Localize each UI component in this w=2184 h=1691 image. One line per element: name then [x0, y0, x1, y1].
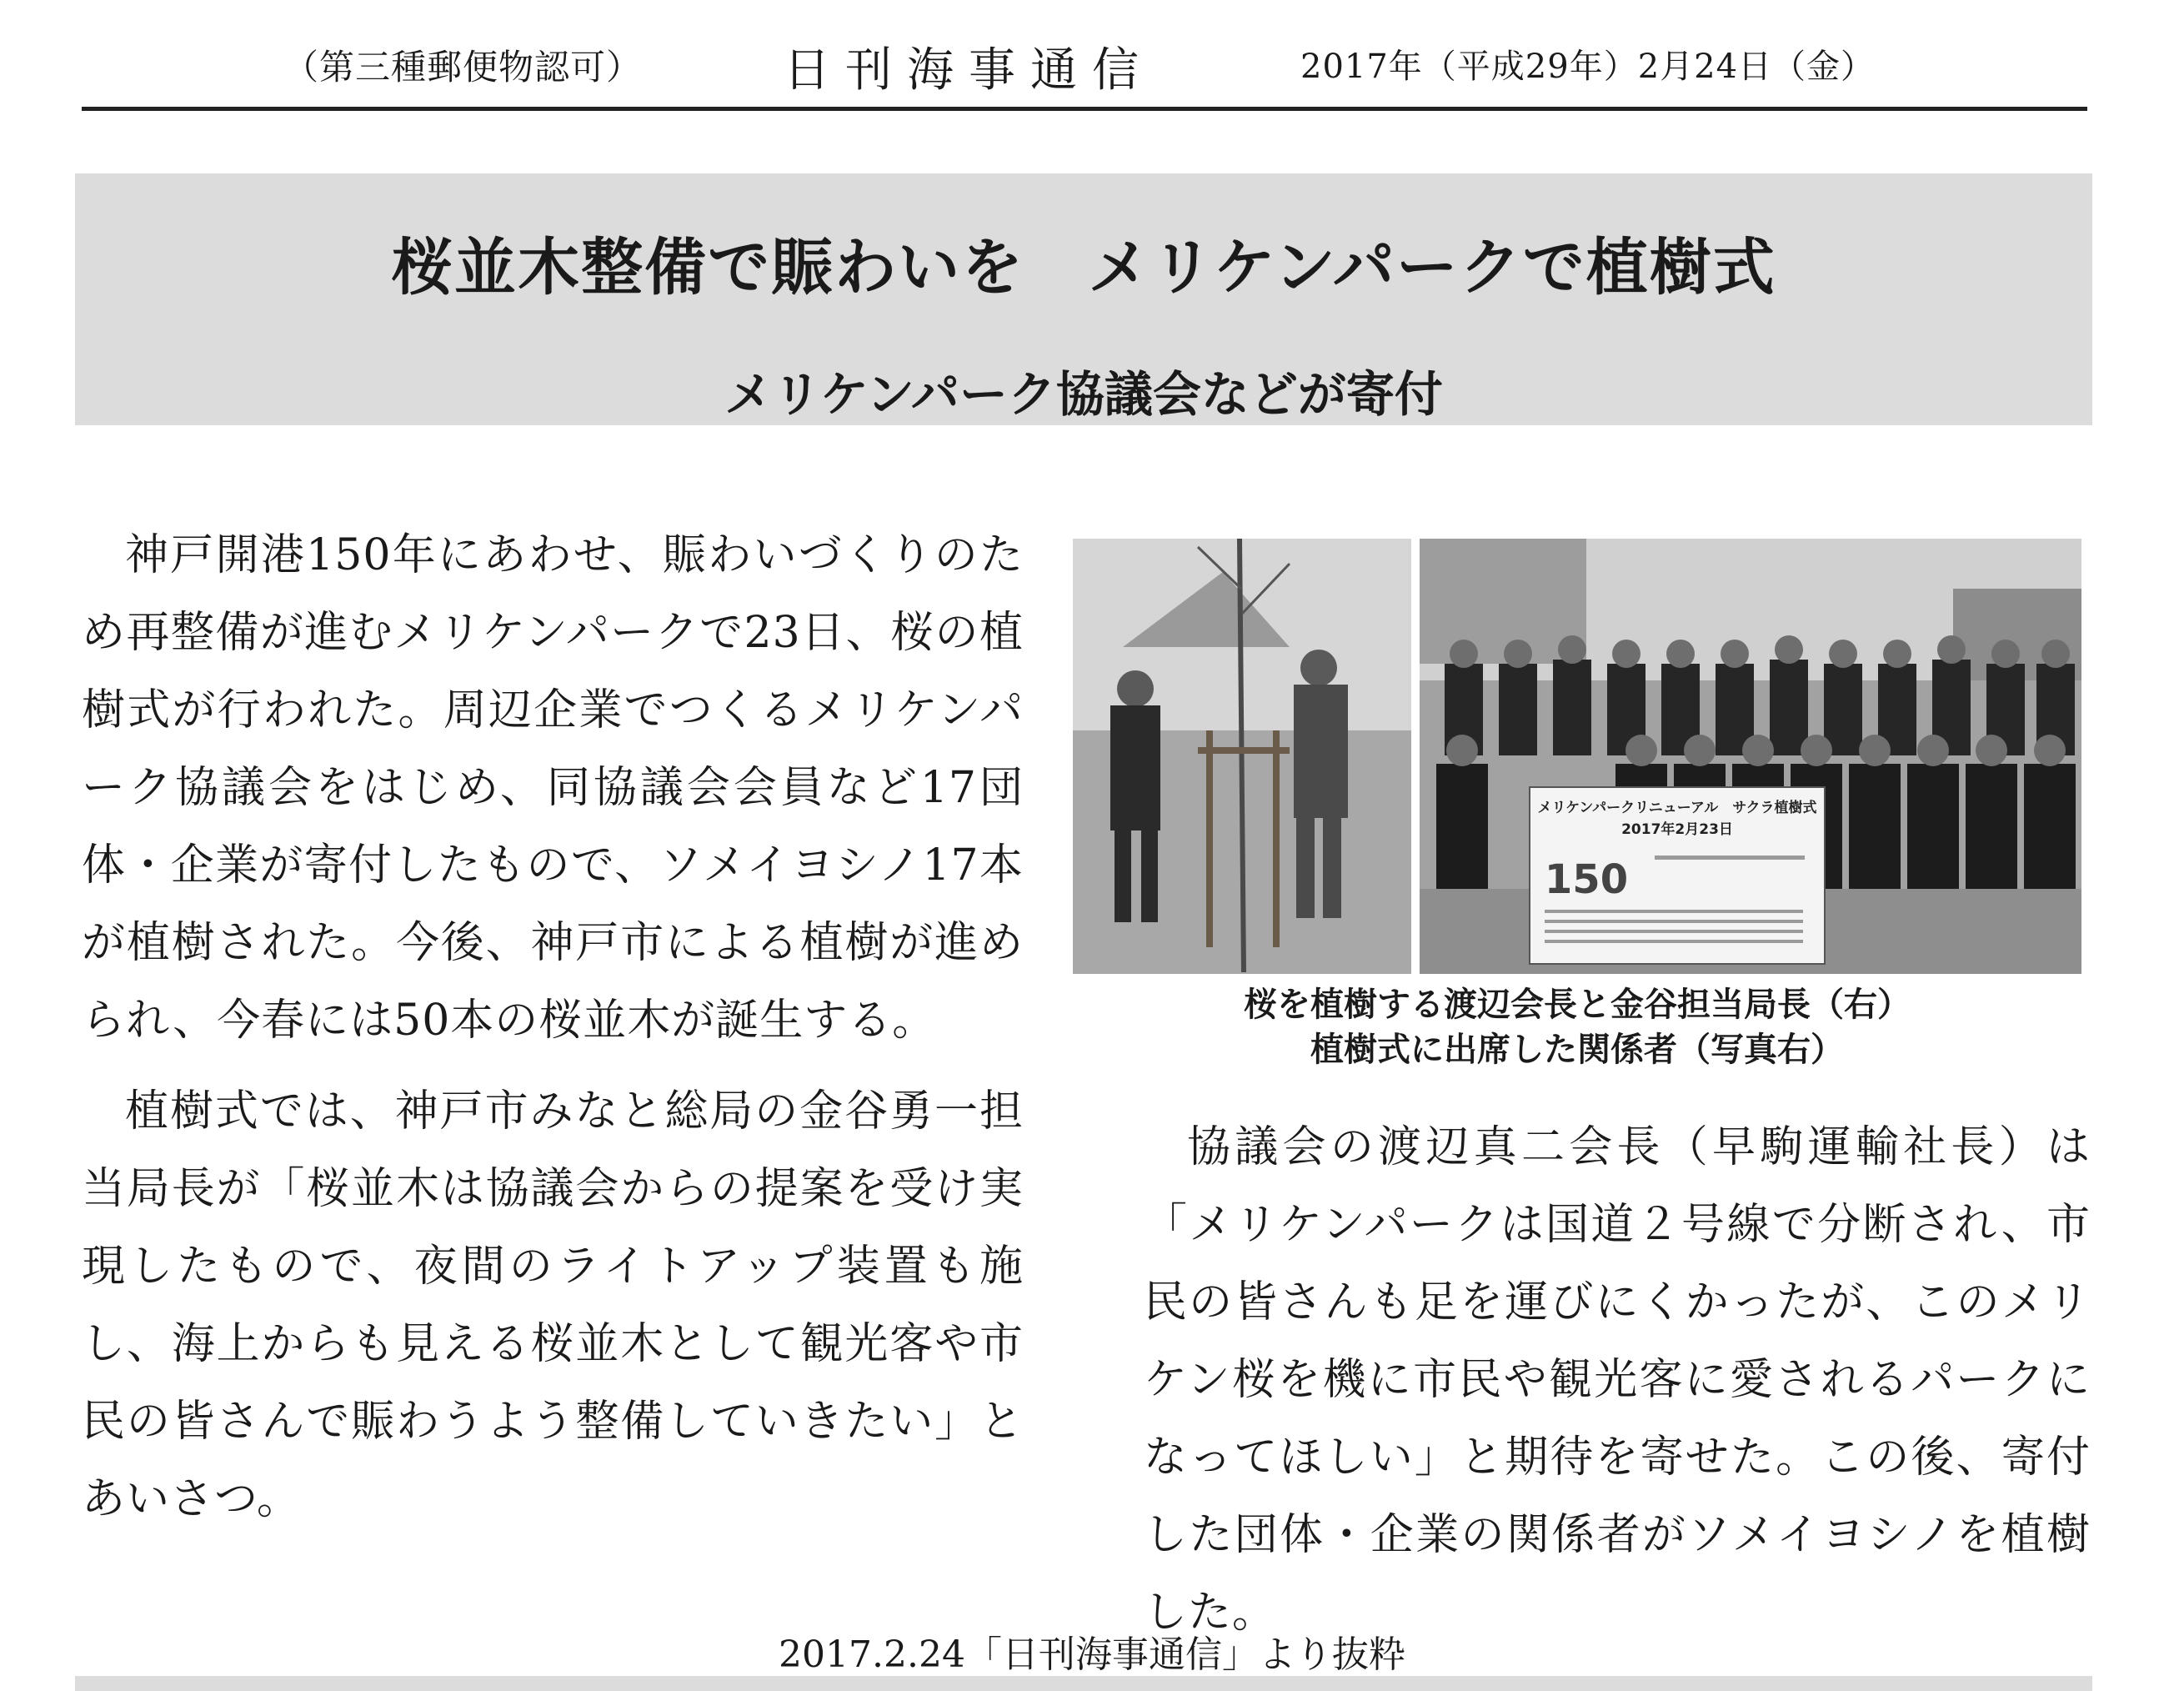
bottom-band	[75, 1676, 2092, 1691]
ceremony-signboard	[1530, 787, 1825, 964]
source-credit: 2017.2.24「日刊海事通信」より抜粋	[779, 1633, 1405, 1676]
caption-line-1: 桜を植樹する渡辺会長と金谷担当局長（右）	[1244, 986, 1911, 1024]
article-headline: 桜並木整備で賑わいを メリケンパークで植樹式	[391, 232, 1776, 304]
tree-planting-photo	[1073, 539, 1411, 974]
photo-pair	[1073, 539, 2081, 974]
article-subheadline: メリケンパーク協議会などが寄付	[724, 366, 1443, 423]
article-column-left	[82, 517, 1024, 1538]
caption-line-2: 植樹式に出席した関係者（写真右）	[1310, 1031, 1844, 1069]
photo-caption	[1073, 982, 2081, 1072]
issue-date: 2017年（平成29年）2月24日（金）	[1300, 48, 1876, 86]
body-paragraph-1: 神戸開港150年にあわせ、賑わいづくりのため再整備が進むメリケンパークで23日、桜の植樹式が行われた。周辺企業でつくるメリケンパーク協議会をはじめ、同協議会会員など17団体・企業が寄付したもので、ソメイヨシノ17本が植樹された。今後、神戸市による植樹が進められ、今春には50本の桜並木が誕生する。	[82, 530, 1024, 1046]
article-column-right	[1144, 1109, 2091, 1652]
group-photo	[1420, 539, 2081, 974]
masthead-rule	[82, 107, 2087, 111]
body-paragraph-3: 協議会の渡辺真二会長（早駒運輸社長）は「メリケンパークは国道２号線で分断され、市民の皆さんも足を運びにくかったが、このメリケン桜を機に市民や観光客に愛されるパークになってほしい」と期待を寄せた。この後、寄付した団体・企業の関係者がソメイヨシノを植樹した。	[1144, 1122, 2091, 1638]
postal-permit: （第三種郵便物認可）	[283, 47, 643, 88]
body-paragraph-2: 植樹式では、神戸市みなと総局の金谷勇一担当局長が「桜並木は協議会からの提案を受け実現したもので、夜間のライトアップ装置も施し、海上からも見える桜並木として観光客や市民の皆さんで賑わうよう整備していきたい」とあいさつ。	[82, 1086, 1024, 1524]
newspaper-title: 日刊海事通信	[784, 43, 1154, 98]
signboard-logo: 150	[1544, 856, 1629, 903]
headline-band	[75, 173, 2092, 425]
masthead	[0, 0, 2184, 117]
tree-planting-illustration	[1073, 539, 1411, 974]
group-photo-illustration	[1420, 539, 2081, 974]
signboard-title: メリケンパークリニューアル サクラ植樹式	[1537, 800, 1817, 816]
signboard-date: 2017年2月23日	[1621, 821, 1733, 838]
